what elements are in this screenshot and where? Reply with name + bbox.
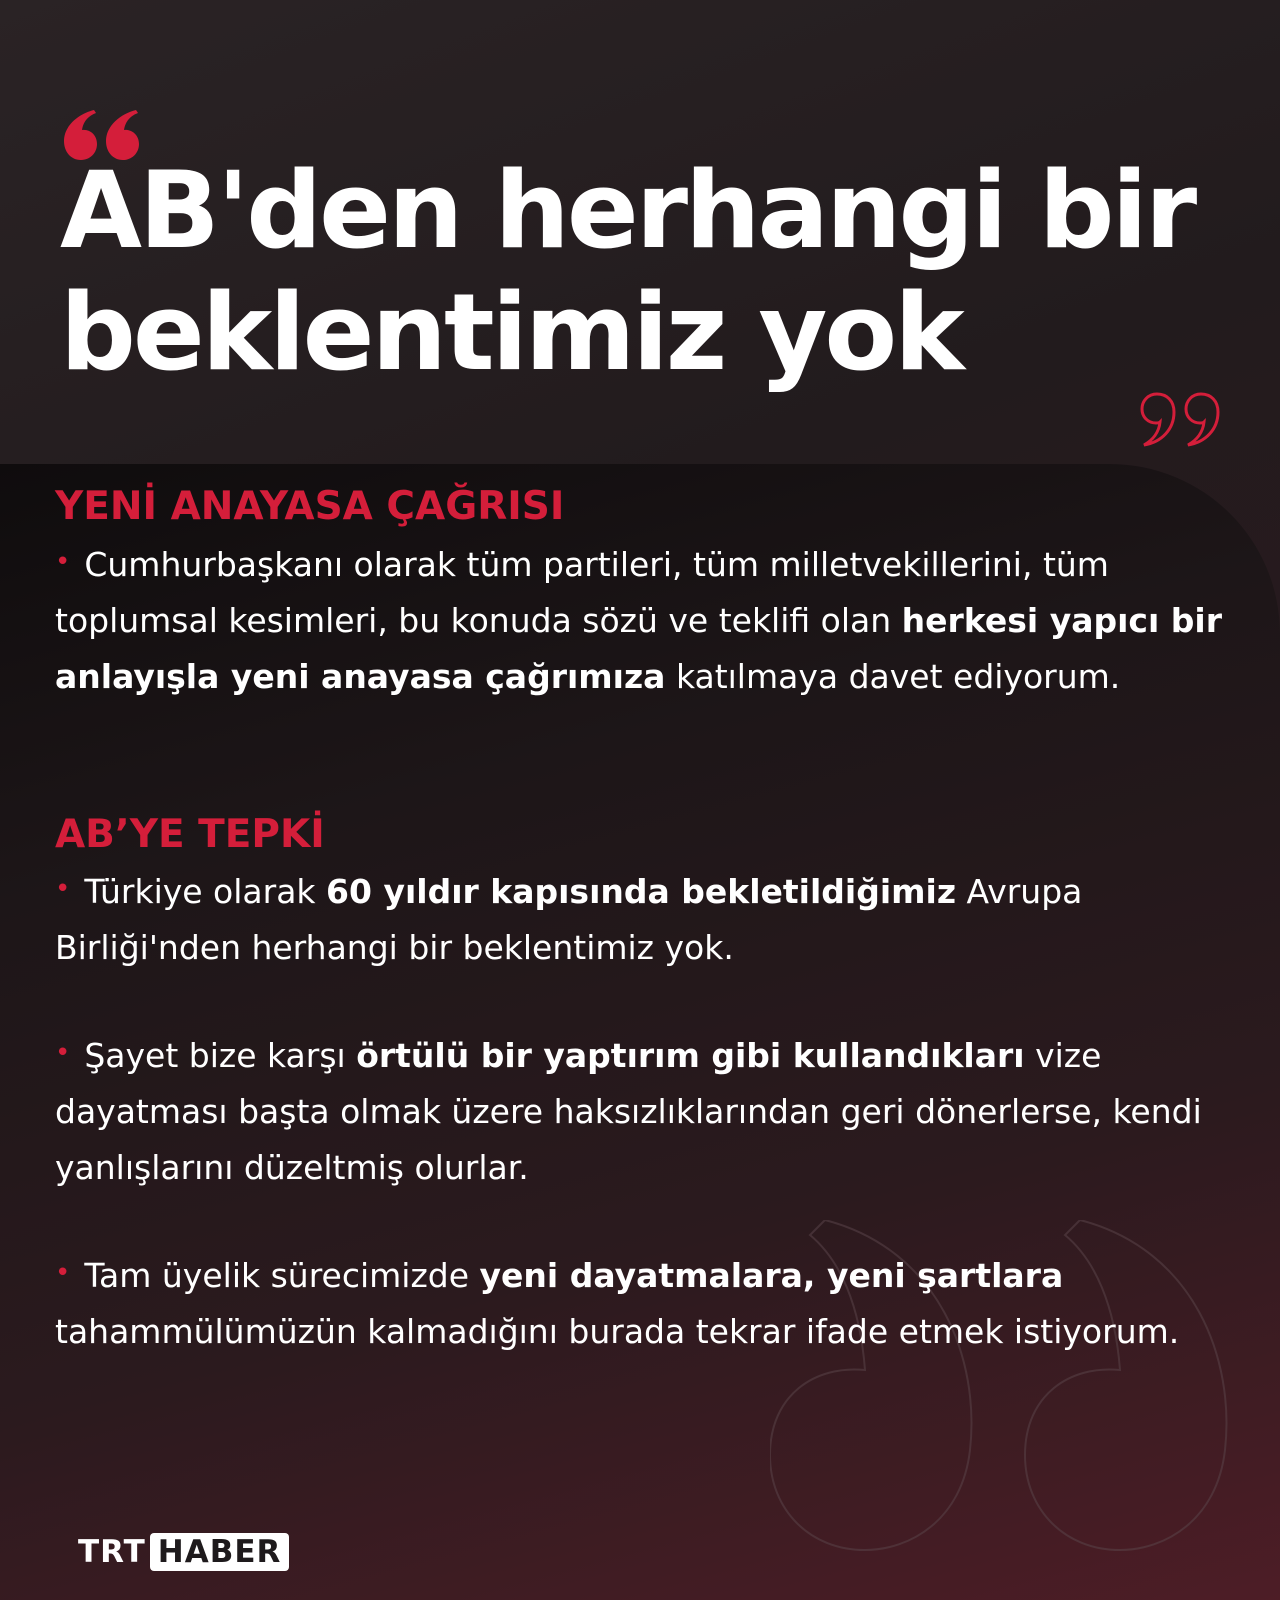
text-part: Cumhurbaşkanı olarak tüm partileri, tüm milletvekillerini, tüm toplumsal kesimleri, bu konuda sözü ve teklifi olan (55, 545, 1109, 640)
text-part-bold: herkesi yapıcı bir anlayışla yeni anayasa çağrımıza (55, 601, 1222, 696)
bullet-icon: • (55, 874, 71, 904)
bullet-icon: • (55, 1258, 71, 1288)
headline: AB'den herhangi bir beklentimiz yok (60, 149, 1195, 394)
paragraph-visa (55, 1025, 1235, 1196)
text-part: tahammülümüzün kalmadığını burada tekrar ifade etmek istiyorum. (55, 1312, 1180, 1351)
logo-haber: HABER (150, 1533, 290, 1571)
text-part: vize dayatması başta olmak üzere haksızlıklarından geri dönerlerse, kendi yanlışlarını düzeltmiş olurlar. (55, 1036, 1202, 1187)
text-part-bold: 60 yıldır kapısında bekletildiğimiz (326, 872, 957, 911)
paragraph-membership (55, 1245, 1235, 1360)
text-part: Türkiye olarak (84, 872, 327, 911)
text-part: katılmaya davet ediyorum. (665, 657, 1121, 696)
section-title-eu-reaction: AB’YE TEPKİ (55, 812, 325, 857)
close-quote-icon (1140, 392, 1220, 448)
text-part: Avrupa Birliği'nden herhangi bir beklentimiz yok. (55, 872, 1083, 967)
trt-haber-logo (78, 1533, 289, 1571)
logo-trt: TRT (78, 1534, 146, 1570)
paragraph-eu-expectation (55, 861, 1235, 976)
text-part: Şayet bize karşı (84, 1036, 357, 1075)
text-part: Tam üyelik sürecimizde (84, 1256, 480, 1295)
section-title-new-constitution: YENİ ANAYASA ÇAĞRISI (55, 484, 565, 529)
paragraph-new-constitution (55, 534, 1235, 705)
bullet-icon: • (55, 1038, 71, 1068)
text-part-bold: yeni dayatmalara, yeni şartlara (479, 1256, 1064, 1295)
text-part-bold: örtülü bir yaptırım gibi kullandıkları (356, 1036, 1025, 1075)
bullet-icon: • (55, 547, 71, 577)
